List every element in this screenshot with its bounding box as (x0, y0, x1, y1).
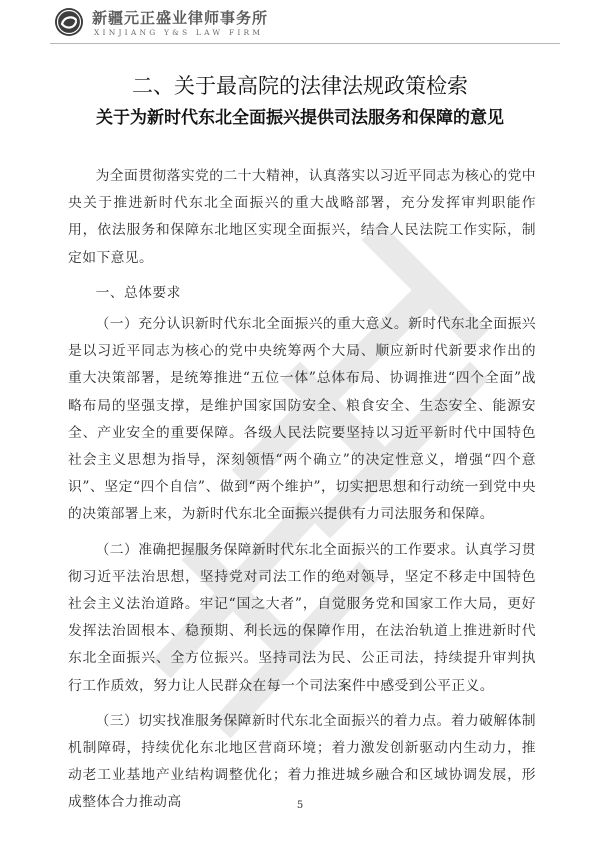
paragraph-2: （二）准确把握服务保障新时代东北全面振兴的工作要求。认真学习贯彻习近平法治思想，坚持党对司法工作的绝对领导，坚定不移走中国特色社会主义法治道路。牢记“国之大者”，自觉服务党和国家工作大局，更好发挥法治固根本、稳预期、利长远的保障作用，在法治轨道上推进新时代东北全面振兴、全方位振兴。坚持司法为民、公正司法，持续提升审判执行工作质效，努力让人民群众在每一个司法案件中感受到公平正义。 (68, 541, 536, 694)
paragraph-intro: 为全面贯彻落实党的二十大精神，认真落实以习近平同志为核心的党中央关于推进新时代东北全面振兴的重大战略部署，充分发挥审判职能作用，依法服务和保障东北地区实现全面振兴，结合人民法院工作实际，制定如下意见。 (68, 168, 536, 266)
section-title: 二、关于最高院的法律法规政策检索 (132, 74, 468, 98)
paragraph-3: （三）切实找准服务保障新时代东北全面振兴的着力点。着力破解体制机制障碍，持续优化东北地区营商环境；着力激发创新驱动内生动力，推动老工业基地产业结构调整优化；着力推进城乡融合和区域协调发展，形成整体合力推动高 (68, 712, 536, 811)
firm-name: 新疆元正盛业律师事务所 (92, 9, 269, 27)
document-body (68, 163, 536, 825)
document-subtitle: 关于为新时代东北全面振兴提供司法服务和保障的意见 (96, 108, 504, 128)
paragraph-1: （一）充分认识新时代东北全面振兴的重大意义。新时代东北全面振兴是以习近平同志为核心的党中央统筹两个大局、顺应新时代新要求作出的重大决策部署，是统筹推进“五位一体”总体布局、协调推进“四个全面”战略布局的坚强支撑，是维护国家国防安全、粮食安全、生态安全、能源安全、产业安全的重要保障。各级人民法院要坚持以习近平新时代中国特色社会主义思想为指导，深刻领悟“两个确立”的决定性意义，增强“四个意识”、坚定“四个自信”、做到“两个维护”，切实把思想和行动统一到党中央的决策部署上来，为新时代东北全面振兴提供有力司法服务和保障。 (68, 316, 536, 523)
letterhead (0, 0, 600, 44)
firm-logo-icon (54, 7, 84, 37)
page-number: 5 (296, 800, 304, 811)
header-rule (50, 43, 560, 44)
firm-name-en: XINJIANG Y&S LAW FIRM (94, 28, 264, 37)
heading-general-requirements: 一、总体要求 (95, 284, 181, 301)
